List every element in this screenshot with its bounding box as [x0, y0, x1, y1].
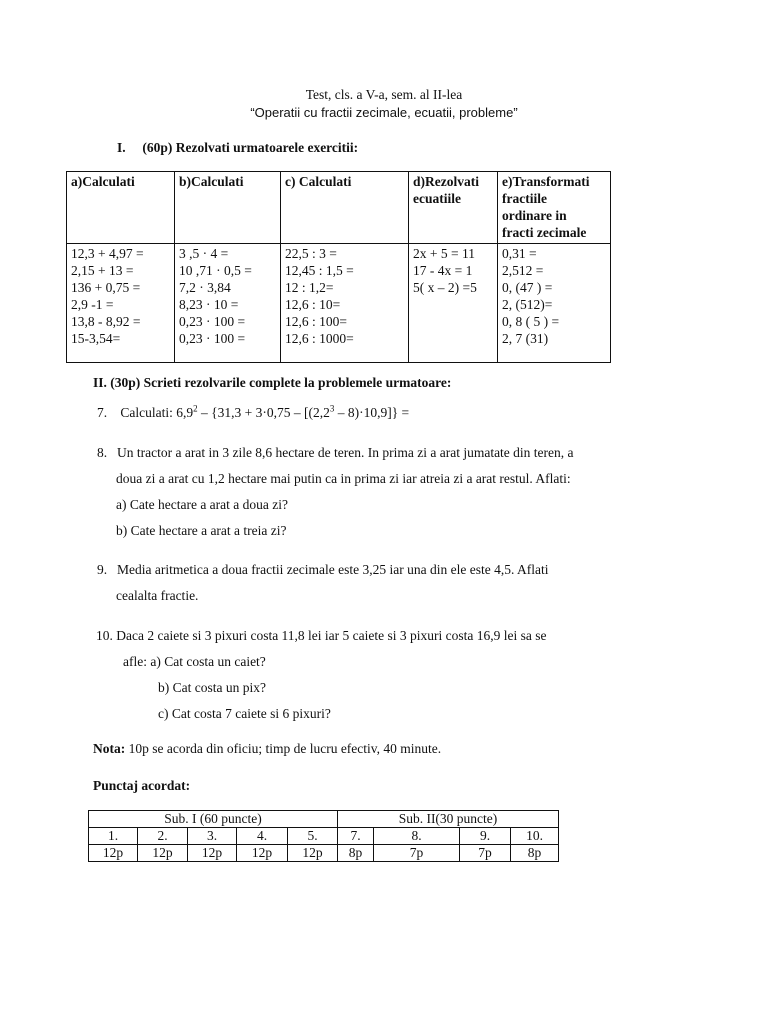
- exercise-item: 12 : 1,2=: [285, 280, 334, 295]
- score-group-1: Sub. I (60 puncte): [89, 811, 338, 828]
- exercise-item: 13,8 - 8,92 =: [71, 314, 141, 329]
- exponent: 2: [193, 403, 198, 414]
- exercise-item: 22,5 : 3 =: [285, 246, 337, 261]
- exercise-item: 12,45 : 1,5 =: [285, 263, 354, 278]
- problem-7-text-b: – {31,3 + 3·0,75 – [(2,2: [197, 405, 330, 420]
- col-d-cells: [409, 244, 498, 363]
- exercise-item: 8,23 · 10 =: [179, 297, 239, 312]
- score-item: 3.: [188, 828, 237, 845]
- score-item: 9.: [460, 828, 511, 845]
- score-item: 4.: [237, 828, 288, 845]
- exercise-item: 2,512 =: [502, 263, 544, 278]
- exercise-item: 0, 8 ( 5 ) =: [502, 314, 560, 329]
- score-points: 7p: [374, 845, 460, 862]
- exercise-item: 136 + 0,75 =: [71, 280, 141, 295]
- exponent: 3: [329, 403, 335, 414]
- score-item: 1.: [89, 828, 138, 845]
- score-points: 12p: [89, 845, 138, 862]
- score-group-2: Sub. II(30 puncte): [338, 811, 559, 828]
- score-table: [88, 810, 559, 862]
- score-points: 12p: [188, 845, 237, 862]
- problem-7-text-c: – 8)·10,9]} =: [334, 405, 410, 420]
- header-text: c) Calculati: [285, 174, 352, 189]
- score-items-row: [89, 828, 559, 845]
- scoring-title: Punctaj acordat:: [93, 778, 191, 793]
- exercise-item: 0,23 · 100 =: [179, 314, 246, 329]
- problem-question: afle: a) Cat costa un caiet?: [123, 654, 266, 669]
- header-col-d: [409, 172, 498, 244]
- problem-7-text-a: Calculati: 6,9: [120, 405, 194, 420]
- problem-question: a) Cate hectare a arat a doua zi?: [116, 497, 289, 512]
- exercise-item: 2,15 + 13 =: [71, 263, 134, 278]
- exercise-item: 2, 7 (31): [502, 331, 549, 346]
- problem-number: 7.: [97, 405, 108, 420]
- header-text: fractiile: [502, 191, 547, 206]
- page-subtitle: “Operatii cu fractii zecimale, ecuatii, probleme”: [250, 105, 518, 120]
- score-item: 7.: [338, 828, 374, 845]
- problem-question: b) Cate hectare a arat a treia zi?: [116, 523, 287, 538]
- problem-8: [97, 440, 677, 544]
- problem-text: Un tractor a arat in 3 zile 8,6 hectare de teren. In prima zi a arat jumatate din teren, a: [117, 445, 574, 460]
- problem-text: cealalta fractie.: [116, 588, 199, 603]
- exercise-item: 10 ,71 · 0,5 =: [179, 263, 252, 278]
- header-text: d)Rezolvati: [413, 174, 479, 189]
- score-item: 2.: [138, 828, 188, 845]
- score-points: 7p: [460, 845, 511, 862]
- header-col-b: [175, 172, 281, 244]
- score-points: 12p: [288, 845, 338, 862]
- score-item: 10.: [511, 828, 559, 845]
- header-text: ecuatiile: [413, 191, 461, 206]
- exercise-table-header-row: [67, 172, 611, 244]
- exercise-item: 12,6 : 1000=: [285, 331, 354, 346]
- col-e-cells: [498, 244, 611, 363]
- note: [93, 741, 441, 758]
- problem-number: 8.: [97, 445, 108, 460]
- exercise-item: 0,31 =: [502, 246, 537, 261]
- exercise-item: 12,3 + 4,97 =: [71, 246, 144, 261]
- header-text: b)Calculati: [179, 174, 244, 189]
- problem-text: Daca 2 caiete si 3 pixuri costa 11,8 lei iar 5 caiete si 3 pixuri costa 16,9 lei sa se: [116, 628, 547, 643]
- score-item: 8.: [374, 828, 460, 845]
- col-c-cells: [281, 244, 409, 363]
- problem-text: doua zi a arat cu 1,2 hectare mai putin ca in prima zi iar atreia zi a arat restul. Aflati:: [116, 471, 571, 486]
- problem-question: c) Cat costa 7 caiete si 6 pixuri?: [158, 706, 331, 721]
- page-title: Test, cls. a V-a, sem. al II-lea: [305, 87, 463, 102]
- exercise-item: 5( x – 2) =5: [413, 280, 477, 295]
- header-text: e)Transformati: [502, 174, 590, 189]
- score-points: 12p: [138, 845, 188, 862]
- header-col-e: [498, 172, 611, 244]
- score-points: 8p: [511, 845, 559, 862]
- col-a-cells: [67, 244, 175, 363]
- col-b-cells: [175, 244, 281, 363]
- problem-9: [97, 557, 677, 609]
- problem-text: Media aritmetica a doua fractii zecimale este 3,25 iar una din ele este 4,5. Aflati: [117, 562, 549, 577]
- header-col-a: [67, 172, 175, 244]
- exercise-table: [66, 171, 611, 363]
- score-item: 5.: [288, 828, 338, 845]
- exercise-item: 2,9 -1 =: [71, 297, 114, 312]
- score-points: 8p: [338, 845, 374, 862]
- exercise-table-body-row: [67, 244, 611, 363]
- note-text: 10p se acorda din oficiu; timp de lucru efectiv, 40 minute.: [125, 741, 442, 756]
- note-label: Nota:: [93, 741, 126, 756]
- exercise-item: 15-3,54=: [71, 331, 121, 346]
- exercise-item: 0, (47 ) =: [502, 280, 553, 295]
- problem-number: 10.: [96, 628, 113, 643]
- score-group-row: [89, 811, 559, 828]
- exercise-item: 2, (512)=: [502, 297, 553, 312]
- problem-7: [97, 405, 677, 422]
- problem-question: b) Cat costa un pix?: [158, 680, 266, 695]
- exercise-item: 12,6 : 10=: [285, 297, 341, 312]
- score-points-row: [89, 845, 559, 862]
- header-text: a)Calculati: [71, 174, 135, 189]
- problem-number: 9.: [97, 562, 108, 577]
- section-1-heading: [117, 140, 358, 157]
- exercise-item: 0,23 · 100 =: [179, 331, 246, 346]
- exercise-item: 7,2 · 3,84: [179, 280, 231, 295]
- exercise-item: 12,6 : 100=: [285, 314, 347, 329]
- header-col-c: [281, 172, 409, 244]
- section-1-title: (60p) Rezolvati urmatoarele exercitii:: [142, 140, 359, 155]
- section-2-heading: II. (30p) Scrieti rezolvarile complete la problemele urmatoare:: [93, 375, 452, 390]
- score-points: 12p: [237, 845, 288, 862]
- problem-10: [96, 623, 676, 727]
- exercise-item: 2x + 5 = 11: [413, 246, 475, 261]
- exercise-item: 3 ,5 · 4 =: [179, 246, 229, 261]
- header-text: ordinare in: [502, 208, 567, 223]
- exercise-item: 17 - 4x = 1: [413, 263, 473, 278]
- header-text: fracti zecimale: [502, 225, 587, 240]
- section-1-number: I.: [117, 140, 126, 155]
